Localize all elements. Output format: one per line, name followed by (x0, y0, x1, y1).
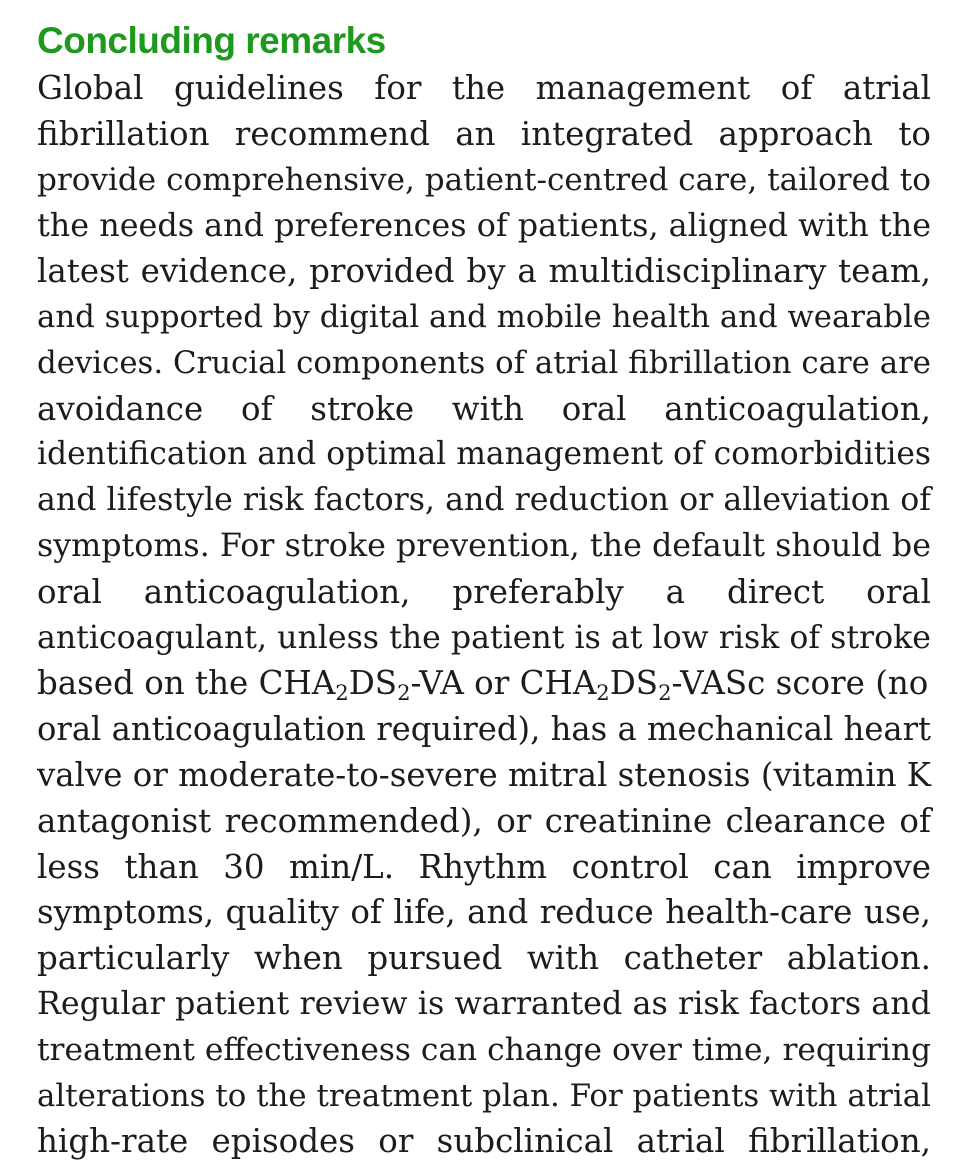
line-segment: based on the CHA (37, 664, 336, 703)
text-line: alterations to the treatment plan. For patients with atrial (37, 1077, 931, 1114)
text-line: symptoms, quality of life, and reduce health-care use, (37, 893, 931, 932)
text-line: and lifestyle risk factors, and reduction or alleviation of (37, 482, 931, 519)
text-line: oral anticoagulation, preferably a direct oral (37, 572, 931, 611)
subscript: 2 (335, 680, 349, 706)
text-line: avoidance of stroke with oral anticoagulation, (37, 389, 931, 428)
text-line: anticoagulant, unless the patient is at low risk of stroke (37, 619, 931, 656)
section-heading: Concluding remarks (37, 20, 386, 61)
text-line: oral anticoagulation required), has a mechanical heart (37, 710, 931, 749)
text-line: Regular patient review is warranted as risk factors and (37, 985, 931, 1022)
article-page (37, 18, 931, 1165)
subscript: 2 (397, 680, 411, 706)
text-line: valve or moderate-to-severe mitral stenosis (vitamin K (37, 755, 931, 794)
line-segment: DS (609, 664, 659, 703)
text-line: identification and optimal management of comorbidities (37, 436, 931, 473)
text-line: fibrillation recommend an integrated approach to (37, 114, 931, 153)
subscript: 2 (658, 680, 672, 706)
text-line: Global guidelines for the management of atrial (37, 69, 931, 107)
text-line: and supported by digital and mobile health and wearable (37, 298, 931, 335)
text-line: particularly when pursued with catheter ablation. (37, 939, 931, 978)
text-line: devices. Crucial components of atrial fibrillation care are (37, 344, 931, 381)
text-line-with-subscripts (37, 661, 931, 707)
line-segment: -VASc score (no (671, 664, 929, 703)
subscript: 2 (596, 680, 610, 706)
text-line: symptoms. For stroke prevention, the default should be (37, 527, 931, 564)
text-line: provide comprehensive, patient-centred care, tailored to (37, 161, 931, 198)
text-line: less than 30 min/L. Rhythm control can improve (37, 847, 931, 886)
text-line: the needs and preferences of patients, aligned with the (37, 206, 932, 245)
text-line: latest evidence, provided by a multidisciplinary team, (37, 252, 931, 291)
body-paragraph (37, 66, 931, 1165)
line-segment: -VA or CHA (410, 664, 597, 703)
text-line: high-rate episodes or subclinical atrial fibrillation, (37, 1122, 931, 1161)
text-line: antagonist recommended), or creatinine clearance of (37, 801, 931, 840)
text-line: treatment effectiveness can change over time, requiring (37, 1031, 931, 1068)
line-segment: DS (348, 664, 398, 703)
